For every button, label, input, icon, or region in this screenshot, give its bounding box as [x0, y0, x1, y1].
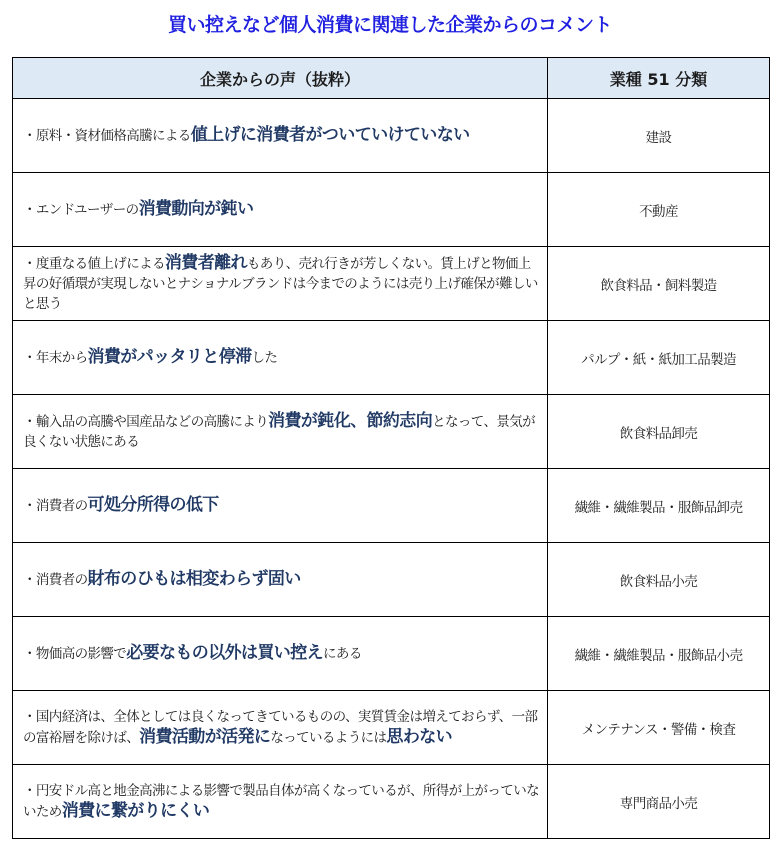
comment-text: なっているようには: [270, 730, 387, 746]
header-industry: 業種 51 分類: [548, 58, 770, 99]
header-voice: 企業からの声（抜粋）: [13, 58, 548, 99]
comment-text: ・消費者の: [23, 498, 88, 514]
table-row: [13, 321, 770, 395]
industry-cell: 飲食料品小売: [548, 543, 770, 617]
comments-table: [12, 57, 770, 839]
emphasis-text: 消費が鈍化、節約志向: [268, 411, 433, 431]
voice-cell: [13, 617, 548, 691]
comment-text: した: [251, 350, 278, 366]
emphasis-text: 消費活動が活発に: [139, 727, 271, 747]
table-row: [13, 691, 770, 765]
emphasis-text: 消費動向が鈍い: [138, 199, 254, 219]
industry-cell: パルプ・紙・紙加工品製造: [548, 321, 770, 395]
emphasis-text: 値上げに消費者がついていけていない: [190, 125, 470, 145]
emphasis-text: 消費者離れ: [164, 253, 247, 273]
voice-cell: [13, 173, 548, 247]
table-body: [13, 99, 770, 839]
industry-cell: 飲食料品卸売: [548, 395, 770, 469]
table-row: [13, 173, 770, 247]
comment-text: ・エンドユーザーの: [23, 202, 139, 218]
voice-cell: [13, 543, 548, 617]
industry-cell: 飲食料品・飼料製造: [548, 247, 770, 321]
emphasis-text: 消費がパッタリと停滞: [87, 347, 252, 367]
table-row: [13, 395, 770, 469]
emphasis-text: 思わない: [386, 727, 453, 747]
emphasis-text: 消費に繋がりにくい: [61, 801, 210, 821]
voice-cell: [13, 469, 548, 543]
table-row: [13, 543, 770, 617]
voice-cell: [13, 691, 548, 765]
emphasis-text: 可処分所得の低下: [87, 495, 219, 515]
comment-text: ・円安ドル高と地金高沸による影響で製品自体が高くなっているが、所得が上がっていないため: [23, 783, 539, 820]
table-row: [13, 617, 770, 691]
voice-cell: [13, 765, 548, 839]
comment-text: ・国内経済は、全体としては良くなってきているものの、実質賃金は増えておらず、一部の富裕層を除けば、: [23, 709, 538, 746]
page-title: 買い控えなど個人消費に関連した企業からのコメント: [167, 14, 612, 36]
industry-cell: 不動産: [548, 173, 770, 247]
comment-text: ・度重なる値上げによる: [23, 256, 165, 272]
comment-text: もあり、売れ行きが芳しくない。賃上げと物価上昇の好循環が実現しないとナショナルブランドは今までのようには売り上げ確保が難しいと思う: [23, 256, 538, 312]
table-row: [13, 469, 770, 543]
table-row: [13, 99, 770, 173]
voice-cell: [13, 99, 548, 173]
comment-text: ・消費者の: [23, 572, 88, 588]
table-header-row: [13, 58, 770, 99]
industry-cell: メンテナンス・警備・検査: [548, 691, 770, 765]
comment-text: にある: [323, 646, 362, 662]
voice-cell: [13, 395, 548, 469]
comment-text: となって、景気が良くない状態にある: [23, 414, 536, 450]
table-row: [13, 247, 770, 321]
industry-cell: 繊維・繊維製品・服飾品卸売: [548, 469, 770, 543]
comment-text: ・年末から: [23, 350, 88, 366]
comment-text: ・輸入品の高騰や国産品などの高騰により: [23, 414, 269, 430]
industry-cell: 専門商品小売: [548, 765, 770, 839]
emphasis-text: 財布のひもは相変わらず固い: [87, 569, 301, 589]
comment-text: ・原料・資材価格高騰による: [23, 128, 191, 144]
industry-cell: 繊維・繊維製品・服飾品小売: [548, 617, 770, 691]
voice-cell: [13, 247, 548, 321]
industry-cell: 建設: [548, 99, 770, 173]
table-row: [13, 765, 770, 839]
voice-cell: [13, 321, 548, 395]
comment-text: ・物価高の影響で: [23, 646, 127, 662]
emphasis-text: 必要なもの以外は買い控え: [126, 643, 324, 663]
